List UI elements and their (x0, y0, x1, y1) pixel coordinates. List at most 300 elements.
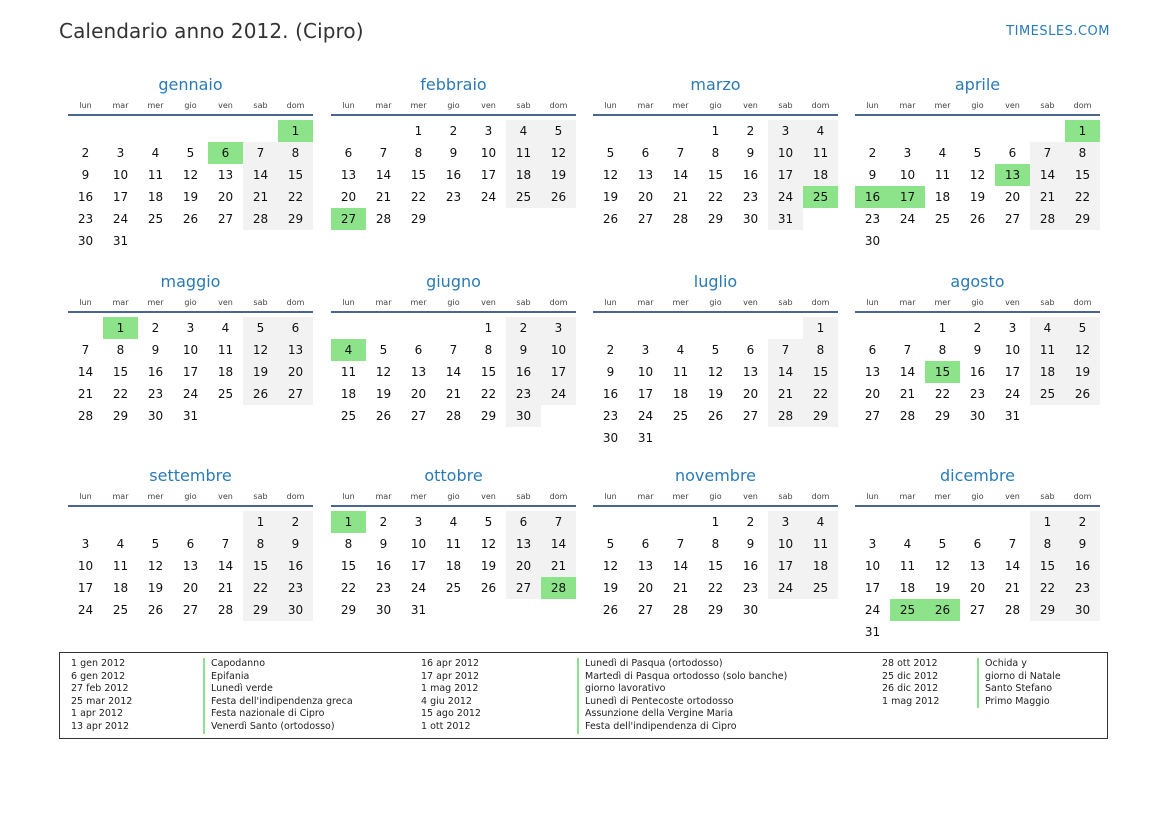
day-cell: 22 (112, 387, 129, 401)
day-cell: 10 (182, 343, 199, 357)
weekday-label: mar (899, 298, 916, 307)
day-cell: 30 (969, 409, 986, 423)
weekday-header (68, 97, 313, 116)
day-cell: 23 (742, 581, 759, 595)
day-cell: 25 (803, 577, 838, 599)
day-cell: 29 (803, 405, 838, 427)
day-cell: 14 (672, 559, 689, 573)
weekday-label: mer (147, 101, 164, 110)
empty-cell (208, 120, 243, 142)
weekday-header (855, 294, 1100, 313)
weekday-label: mar (637, 298, 654, 307)
empty-cell (366, 317, 401, 339)
day-cell: 21 (541, 555, 576, 577)
day-cell: 24 (182, 387, 199, 401)
month-dicembre (855, 465, 1100, 643)
day-cell: 8 (1030, 533, 1065, 555)
weekday-label: mar (375, 298, 392, 307)
day-cell: 8 (116, 343, 125, 357)
weekday-label: ven (218, 298, 233, 307)
day-cell: 8 (243, 533, 278, 555)
day-cell: 7 (768, 339, 803, 361)
day-cell: 26 (602, 212, 619, 226)
holiday-day-cell: 4 (331, 339, 366, 361)
day-cell: 1 (711, 124, 720, 138)
day-cell: 27 (864, 409, 881, 423)
weekday-header (855, 97, 1100, 116)
day-cell: 16 (375, 559, 392, 573)
day-cell: 18 (340, 387, 357, 401)
day-cell: 30 (147, 409, 164, 423)
day-cell: 9 (278, 533, 313, 555)
day-cell: 25 (506, 186, 541, 208)
day-cell: 22 (934, 387, 951, 401)
weekday-label: lun (79, 492, 92, 501)
weekday-label: dom (811, 101, 830, 110)
day-cell: 21 (899, 387, 916, 401)
weekday-label: sab (1040, 101, 1055, 110)
holiday-day-cell: 1 (1065, 120, 1100, 142)
day-cell: 12 (243, 339, 278, 361)
holiday-date: 17 apr 2012 (421, 670, 480, 682)
day-cell: 4 (506, 120, 541, 142)
weekday-label: sab (253, 101, 268, 110)
weekday-label: mer (410, 298, 427, 307)
day-cell: 20 (182, 581, 199, 595)
day-cell: 30 (742, 603, 759, 617)
day-cell: 28 (1030, 208, 1065, 230)
day-cell: 14 (375, 168, 392, 182)
day-cell: 31 (637, 431, 654, 445)
day-cell: 12 (480, 537, 497, 551)
day-cell: 12 (969, 168, 986, 182)
day-cell: 12 (602, 168, 619, 182)
day-cell: 13 (637, 168, 654, 182)
day-cell: 4 (676, 343, 685, 357)
weekday-header (593, 97, 838, 116)
empty-cell (995, 511, 1030, 533)
day-cell: 21 (243, 186, 278, 208)
day-cell: 5 (151, 537, 160, 551)
empty-cell (925, 120, 960, 142)
day-cell: 10 (637, 365, 654, 379)
day-cell: 4 (803, 511, 838, 533)
empty-cell (698, 317, 733, 339)
weekday-label: lun (79, 101, 92, 110)
holiday-day-cell: 27 (331, 208, 366, 230)
empty-cell (628, 120, 663, 142)
day-cell: 19 (602, 190, 619, 204)
day-cell: 22 (410, 190, 427, 204)
empty-cell (593, 120, 628, 142)
day-cell: 8 (484, 343, 493, 357)
day-cell: 5 (541, 120, 576, 142)
weekday-label: sab (516, 298, 531, 307)
day-cell: 15 (1030, 555, 1065, 577)
holiday-date: 1 mag 2012 (421, 683, 479, 695)
month-luglio (593, 271, 838, 449)
day-cell: 6 (641, 146, 650, 160)
day-cell: 30 (77, 234, 94, 248)
weekday-label: ven (1005, 298, 1020, 307)
day-cell: 5 (484, 515, 493, 529)
day-cell: 10 (768, 533, 803, 555)
day-cell: 2 (1065, 511, 1100, 533)
day-cell: 7 (676, 537, 685, 551)
day-cell: 23 (77, 212, 94, 226)
day-cell: 25 (112, 603, 129, 617)
empty-cell (890, 120, 925, 142)
day-cell: 26 (375, 409, 392, 423)
day-cell: 5 (1065, 317, 1100, 339)
empty-cell (995, 120, 1030, 142)
day-cell: 18 (899, 581, 916, 595)
day-cell: 15 (803, 361, 838, 383)
empty-cell (138, 120, 173, 142)
day-cell: 16 (445, 168, 462, 182)
holiday-name: Epifania (203, 671, 249, 684)
holiday-date: 6 gen 2012 (71, 670, 126, 682)
weekday-label: ven (218, 101, 233, 110)
weekday-label: ven (481, 492, 496, 501)
day-cell: 9 (746, 537, 755, 551)
day-cell: 14 (768, 361, 803, 383)
holiday-date: 15 ago 2012 (421, 708, 481, 720)
day-cell: 17 (112, 190, 129, 204)
weekday-label: mer (410, 492, 427, 501)
weekday-label: dom (1073, 101, 1092, 110)
day-cell: 11 (899, 559, 916, 573)
day-cell: 2 (868, 146, 877, 160)
day-cell: 14 (1004, 559, 1021, 573)
weekday-label: mar (899, 101, 916, 110)
day-cell: 16 (742, 168, 759, 182)
day-cell: 6 (1008, 146, 1017, 160)
month-name: gennaio (158, 75, 223, 94)
day-cell: 6 (186, 537, 195, 551)
day-cell: 5 (606, 146, 615, 160)
day-cell: 29 (1030, 599, 1065, 621)
day-cell: 11 (340, 365, 357, 379)
day-cell: 27 (969, 603, 986, 617)
day-cell: 2 (379, 515, 388, 529)
day-cell: 26 (541, 186, 576, 208)
day-cell: 15 (243, 555, 278, 577)
weekday-label: mer (410, 101, 427, 110)
brand-link[interactable]: TIMESLES.COM (1006, 24, 1110, 39)
weekday-header (68, 488, 313, 507)
day-cell: 21 (217, 581, 234, 595)
holiday-legend (59, 652, 1108, 739)
month-febbraio (331, 74, 576, 230)
day-cell: 6 (868, 343, 877, 357)
holiday-day-cell: 26 (925, 599, 960, 621)
day-cell: 23 (445, 190, 462, 204)
weekday-label: dom (811, 298, 830, 307)
day-cell: 3 (116, 146, 125, 160)
day-cell: 11 (112, 559, 129, 573)
day-cell: 15 (410, 168, 427, 182)
day-cell: 28 (77, 409, 94, 423)
holiday-date: 1 gen 2012 (71, 658, 126, 669)
day-cell: 17 (410, 559, 427, 573)
day-cell: 8 (1065, 142, 1100, 164)
weekday-label: dom (549, 492, 568, 501)
day-cell: 3 (541, 317, 576, 339)
month-novembre (593, 465, 838, 621)
day-cell: 30 (1065, 599, 1100, 621)
weekday-label: gio (971, 298, 984, 307)
day-cell: 27 (637, 603, 654, 617)
month-agosto (855, 271, 1100, 427)
weekday-label: sab (778, 492, 793, 501)
day-cell: 2 (606, 343, 615, 357)
weekday-label: dom (1073, 492, 1092, 501)
day-cell: 11 (217, 343, 234, 357)
empty-cell (68, 317, 103, 339)
day-cell: 1 (803, 317, 838, 339)
day-cell: 18 (803, 164, 838, 186)
empty-cell (890, 511, 925, 533)
day-cell: 31 (1004, 409, 1021, 423)
day-cell: 11 (934, 168, 951, 182)
weekday-label: mar (375, 101, 392, 110)
day-cell: 12 (541, 142, 576, 164)
month-settembre (68, 465, 313, 621)
empty-cell (243, 120, 278, 142)
weekday-label: sab (1040, 298, 1055, 307)
day-cell: 21 (672, 190, 689, 204)
day-cell: 20 (969, 581, 986, 595)
day-cell: 28 (1004, 603, 1021, 617)
empty-cell (208, 511, 243, 533)
day-cell: 10 (77, 559, 94, 573)
weekday-label: lun (604, 492, 617, 501)
weekday-label: mar (899, 492, 916, 501)
weekday-label: lun (866, 101, 879, 110)
day-cell: 24 (541, 383, 576, 405)
day-cell: 8 (803, 339, 838, 361)
day-cell: 5 (243, 317, 278, 339)
day-cell: 10 (1004, 343, 1021, 357)
day-cell: 5 (606, 537, 615, 551)
empty-cell (733, 317, 768, 339)
day-cell: 17 (768, 164, 803, 186)
weekday-label: gio (709, 101, 722, 110)
day-cell: 4 (803, 120, 838, 142)
day-cell: 7 (81, 343, 90, 357)
weekday-label: mer (672, 298, 689, 307)
weekday-header (593, 488, 838, 507)
day-cell: 3 (868, 537, 877, 551)
empty-cell (663, 511, 698, 533)
weekday-label: mer (672, 492, 689, 501)
day-cell: 11 (1030, 339, 1065, 361)
weekday-label: gio (184, 101, 197, 110)
empty-cell (103, 120, 138, 142)
day-cell: 8 (344, 537, 353, 551)
month-name: febbraio (420, 75, 487, 94)
day-cell: 30 (742, 212, 759, 226)
day-cell: 3 (414, 515, 423, 529)
day-cell: 14 (243, 164, 278, 186)
day-cell: 19 (375, 387, 392, 401)
day-cell: 7 (903, 343, 912, 357)
empty-cell (593, 511, 628, 533)
day-cell: 7 (243, 142, 278, 164)
holiday-date: 26 dic 2012 (882, 683, 939, 695)
holiday-day-cell: 25 (803, 186, 838, 208)
day-cell: 22 (1065, 186, 1100, 208)
day-cell: 9 (449, 146, 458, 160)
day-cell: 15 (480, 365, 497, 379)
day-cell: 20 (506, 555, 541, 577)
day-cell: 3 (768, 511, 803, 533)
day-cell: 20 (742, 387, 759, 401)
day-cell: 7 (1030, 142, 1065, 164)
weekday-label: dom (286, 492, 305, 501)
weekday-label: dom (549, 298, 568, 307)
holiday-name: Lunedì verde (203, 683, 273, 696)
day-cell: 31 (768, 208, 803, 230)
day-cell: 5 (711, 343, 720, 357)
day-cell: 27 (410, 409, 427, 423)
day-cell: 13 (217, 168, 234, 182)
weekday-label: lun (79, 298, 92, 307)
day-cell: 18 (147, 190, 164, 204)
day-cell: 21 (375, 190, 392, 204)
day-grid (593, 317, 838, 449)
holiday-name: Ochida y (977, 658, 1027, 671)
day-cell: 23 (969, 387, 986, 401)
day-cell: 24 (899, 212, 916, 226)
day-cell: 12 (147, 559, 164, 573)
day-cell: 28 (672, 603, 689, 617)
day-cell: 11 (803, 533, 838, 555)
holiday-date: 13 apr 2012 (71, 721, 130, 732)
day-cell: 23 (602, 409, 619, 423)
empty-cell (855, 317, 890, 339)
weekday-label: lun (604, 101, 617, 110)
weekday-label: mar (112, 101, 129, 110)
weekday-label: dom (811, 492, 830, 501)
month-name: agosto (950, 272, 1005, 291)
day-grid (855, 511, 1100, 643)
weekday-label: lun (342, 492, 355, 501)
day-cell: 28 (899, 409, 916, 423)
day-cell: 8 (278, 142, 313, 164)
day-cell: 1 (1030, 511, 1065, 533)
day-cell: 16 (602, 387, 619, 401)
day-grid (593, 120, 838, 230)
day-cell: 27 (1004, 212, 1021, 226)
holiday-name: Assunzione della Vergine Maria (577, 708, 733, 721)
day-cell: 16 (147, 365, 164, 379)
day-cell: 26 (969, 212, 986, 226)
day-cell: 13 (278, 339, 313, 361)
day-cell: 1 (484, 321, 493, 335)
day-cell: 25 (672, 409, 689, 423)
weekday-label: dom (1073, 298, 1092, 307)
weekday-label: ven (481, 101, 496, 110)
weekday-label: ven (743, 298, 758, 307)
day-cell: 18 (445, 559, 462, 573)
empty-cell (401, 317, 436, 339)
day-cell: 23 (742, 190, 759, 204)
month-gennaio (68, 74, 313, 252)
empty-cell (960, 120, 995, 142)
day-cell: 31 (182, 409, 199, 423)
day-cell: 9 (506, 339, 541, 361)
weekday-label: ven (743, 492, 758, 501)
day-cell: 29 (243, 599, 278, 621)
empty-cell (890, 317, 925, 339)
day-cell: 19 (541, 164, 576, 186)
day-cell: 3 (1008, 321, 1017, 335)
day-cell: 8 (938, 343, 947, 357)
day-cell: 26 (1065, 383, 1100, 405)
day-cell: 17 (77, 581, 94, 595)
day-cell: 6 (506, 511, 541, 533)
holiday-date: 1 ott 2012 (421, 721, 471, 732)
day-cell: 22 (1030, 577, 1065, 599)
day-cell: 2 (746, 515, 755, 529)
day-grid (68, 120, 313, 252)
empty-cell (138, 511, 173, 533)
weekday-header (593, 294, 838, 313)
day-cell: 8 (711, 146, 720, 160)
day-cell: 15 (112, 365, 129, 379)
day-cell: 28 (217, 603, 234, 617)
day-cell: 24 (480, 190, 497, 204)
day-cell: 24 (864, 603, 881, 617)
day-cell: 18 (506, 164, 541, 186)
holiday-day-cell: 13 (995, 164, 1030, 186)
day-cell: 9 (746, 146, 755, 160)
empty-cell (593, 317, 628, 339)
day-cell: 13 (969, 559, 986, 573)
holiday-date: 1 mag 2012 (882, 695, 940, 707)
day-cell: 10 (899, 168, 916, 182)
day-grid (331, 120, 576, 230)
day-cell: 3 (484, 124, 493, 138)
day-cell: 28 (243, 208, 278, 230)
weekday-header (68, 294, 313, 313)
day-cell: 26 (243, 383, 278, 405)
day-cell: 19 (243, 361, 278, 383)
day-cell: 12 (934, 559, 951, 573)
empty-cell (855, 120, 890, 142)
day-cell: 11 (445, 537, 462, 551)
day-cell: 1 (938, 321, 947, 335)
weekday-label: gio (447, 492, 460, 501)
day-cell: 14 (445, 365, 462, 379)
empty-cell (628, 317, 663, 339)
day-cell: 28 (672, 212, 689, 226)
empty-cell (103, 511, 138, 533)
weekday-label: gio (971, 101, 984, 110)
weekday-label: gio (447, 101, 460, 110)
day-cell: 3 (903, 146, 912, 160)
day-cell: 20 (340, 190, 357, 204)
empty-cell (68, 511, 103, 533)
day-cell: 19 (480, 559, 497, 573)
day-cell: 26 (147, 603, 164, 617)
holiday-name: Primo Maggio (977, 696, 1050, 709)
day-cell: 9 (81, 168, 90, 182)
day-cell: 13 (182, 559, 199, 573)
month-name: aprile (954, 75, 1001, 94)
